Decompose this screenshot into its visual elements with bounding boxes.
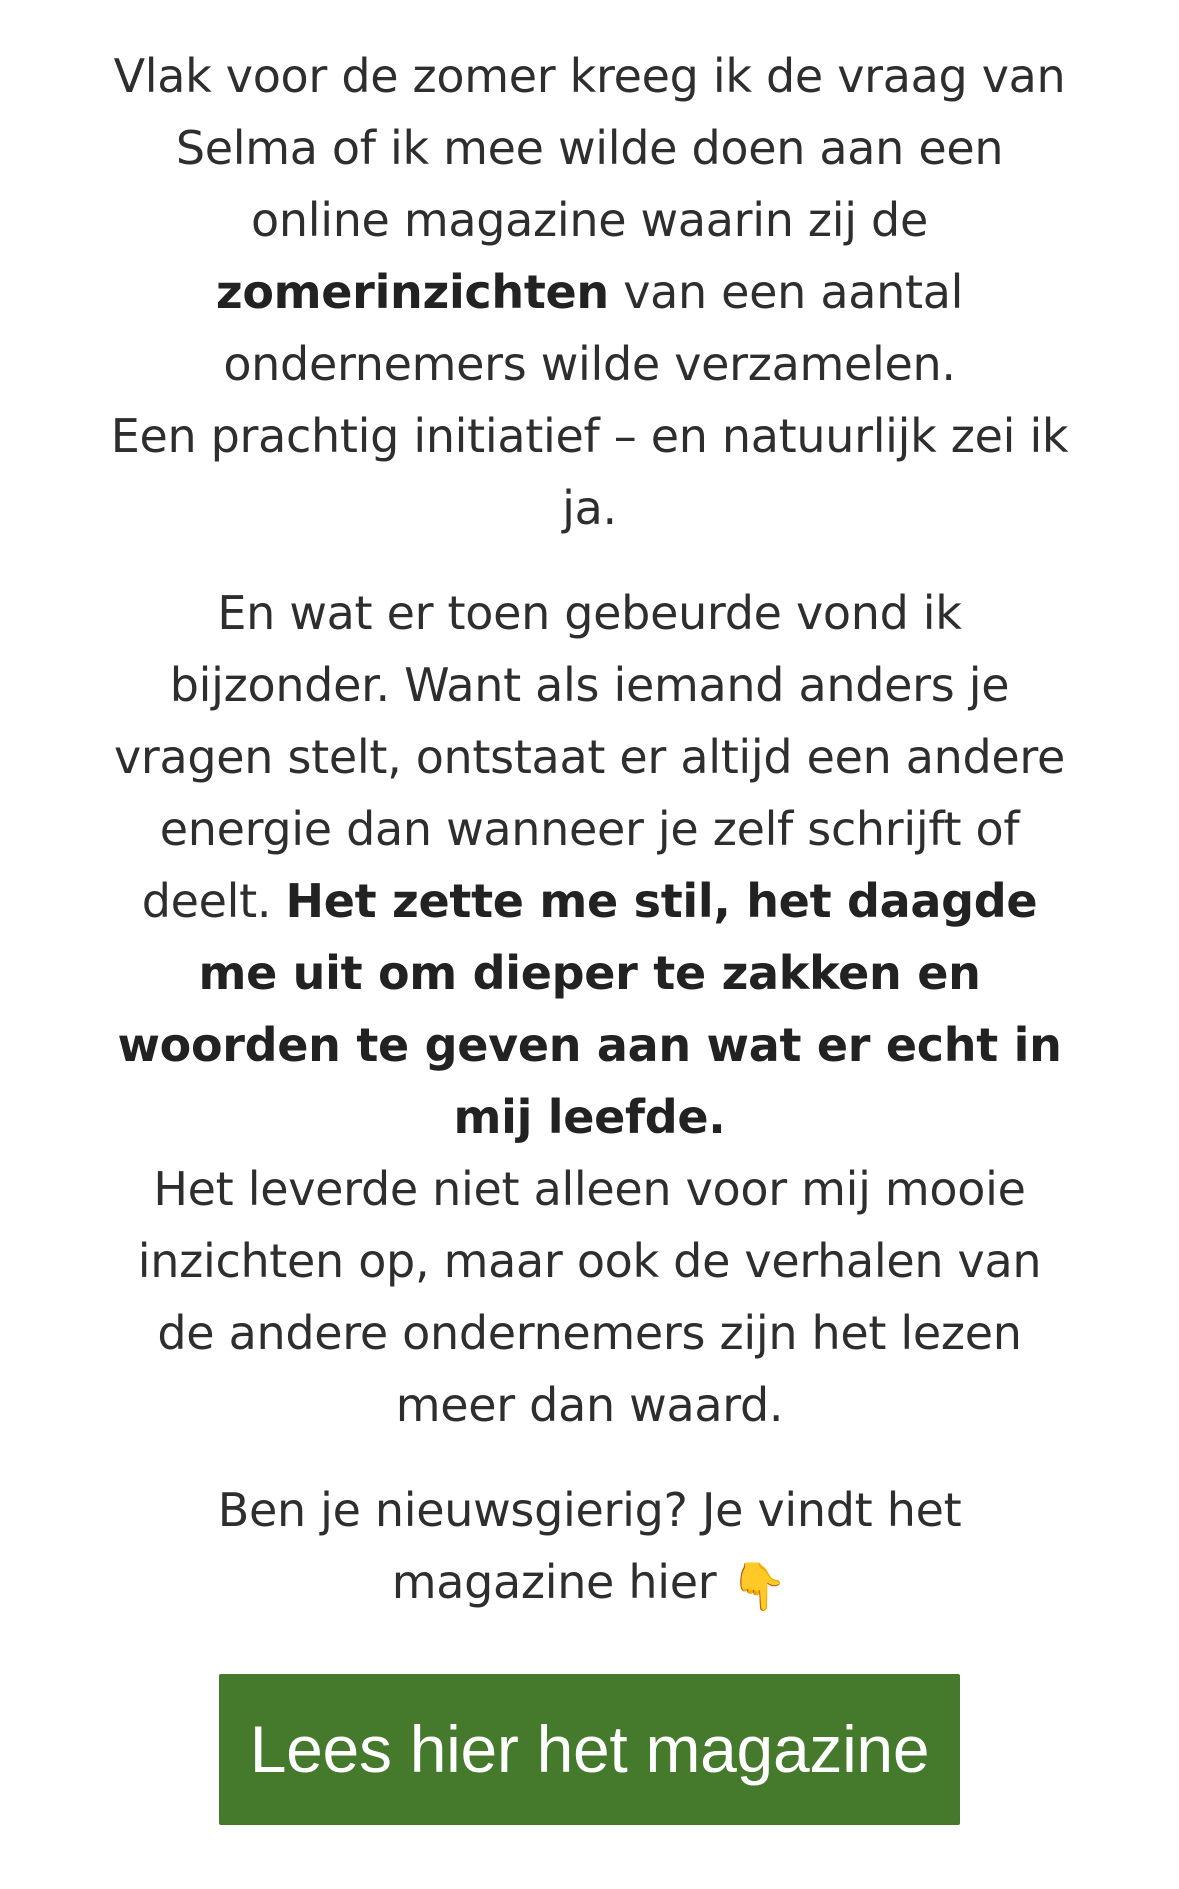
cta-intro-text: Ben je nieuwsgierig? Je vindt het magazine hier [217,1483,962,1609]
read-magazine-button[interactable]: Lees hier het magazine [219,1674,960,1825]
intro-text-1: Vlak voor de zomer kreeg ik de vraag van Selma of ik mee wilde doen aan een online magazine waarin zij de [113,49,1066,247]
article-body [110,0,1070,1825]
intro-text-3: Een prachtig initiatief – en natuurlijk zei ik ja. [110,409,1069,535]
experience-text-1: En wat er toen gebeurde vond ik bijzonder. Want als iemand anders je vragen stelt, ontstaat er altijd een andere energie dan wanneer je zelf schrijft of deelt. [113,586,1066,928]
intro-highlight: zomerinzichten [215,265,609,319]
pointing-down-icon: 👇 [730,1558,788,1613]
intro-paragraph [110,40,1070,544]
experience-paragraph [110,577,1070,1441]
cta-intro-paragraph [110,1474,1070,1618]
intro-text-2: van een aantal ondernemers wilde verzamelen. [223,265,964,391]
cta-container [110,1674,1070,1825]
experience-text-2: Het leverde niet alleen voor mij mooie inzichten op, maar ook de verhalen van de andere ondernemers zijn het lezen meer dan waard. [137,1162,1042,1432]
experience-highlight: Het zette me stil, het daagde me uit om dieper te zakken en woorden te geven aan wat er echt in mij leefde. [117,874,1062,1144]
